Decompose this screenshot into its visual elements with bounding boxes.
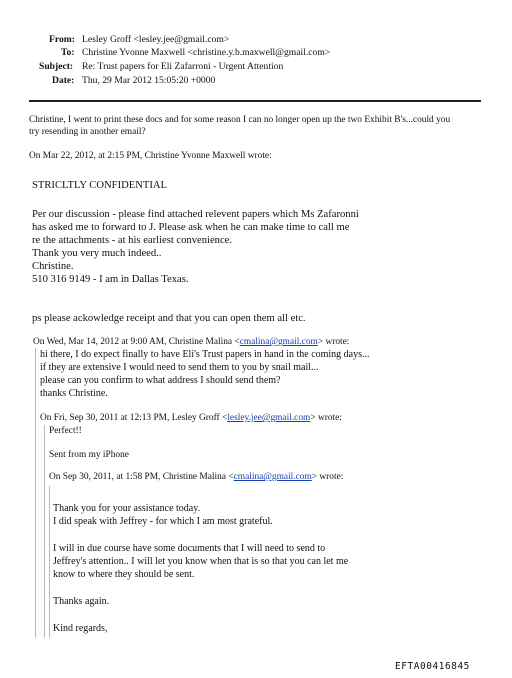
quote3-sent-from: Sent from my iPhone bbox=[49, 450, 129, 460]
email-link-cmalina[interactable]: cmalina@gmail.com bbox=[239, 337, 318, 347]
quote2-line: please can you confirm to what address I should send them? bbox=[40, 375, 281, 386]
quote1-attribution: On Mar 22, 2012, at 2:15 PM, Christine Yvonne Maxwell wrote: bbox=[29, 151, 272, 161]
quote1-line: Thank you very much indeed.. bbox=[32, 248, 162, 259]
quote1-line: Christine. bbox=[32, 261, 74, 272]
quote1-ps: ps please ackowledge receipt and that you can open them all etc. bbox=[32, 313, 306, 324]
quote4-line: I did speak with Jeffrey - for which I am most grateful. bbox=[53, 516, 273, 527]
quote-bar-level-3 bbox=[49, 486, 50, 638]
quote4-attribution: On Sep 30, 2011, at 1:58 PM, Christine Malina <cmalina@gmail.com> wrote: bbox=[49, 472, 344, 482]
quote2-attribution: On Wed, Mar 14, 2012 at 9:00 AM, Christine Malina <cmalina@gmail.com> wrote: bbox=[33, 337, 350, 347]
quote1-line: has asked me to forward to J. Please ask when he can make time to call me bbox=[32, 222, 350, 233]
quote1-line: re the attachments - at his earliest convenience. bbox=[32, 235, 233, 246]
quote1-heading: STRICLTLY CONFIDENTIAL bbox=[32, 180, 167, 191]
email-link-cmalina-2[interactable]: cmalina@gmail.com bbox=[233, 472, 312, 482]
quote4-regards: Kind regards, bbox=[53, 623, 108, 634]
from-value: Lesley Groff <lesley.jee@gmail.com> bbox=[82, 34, 230, 45]
quote-bar-level-2 bbox=[44, 425, 45, 638]
subject-label: Subject: bbox=[39, 61, 74, 72]
quote2-line: if they are extensive I would need to send them to you by snail mail... bbox=[40, 362, 319, 373]
quote4-thanks: Thanks again. bbox=[53, 596, 110, 607]
quote4-line: Thank you for your assistance today. bbox=[53, 503, 201, 514]
quote3-attribution: On Fri, Sep 30, 2011 at 12:13 PM, Lesley Groff <lesley.jee@gmail.com> wrote: bbox=[40, 413, 342, 423]
quote1-line: 510 316 9149 - I am in Dallas Texas. bbox=[32, 274, 189, 285]
header-divider bbox=[29, 100, 481, 102]
quote2-line: thanks Christine. bbox=[40, 388, 108, 399]
quote1-line: Per our discussion - please find attached relevent papers which Ms Zafaronni bbox=[32, 209, 359, 220]
reply-line-1: Christine, I went to print these docs and for some reason I can no longer open up the two Exhibit B's...could you bbox=[29, 115, 451, 125]
reply-line-2: try resending in another email? bbox=[29, 127, 146, 137]
to-value: Christine Yvonne Maxwell <christine.y.b.maxwell@gmail.com> bbox=[82, 47, 331, 58]
document-id: EFTA00416845 bbox=[395, 661, 470, 672]
date-value: Thu, 29 Mar 2012 15:05:20 +0000 bbox=[82, 75, 216, 86]
from-label: From: bbox=[49, 34, 75, 45]
quote4-line: Jeffrey's attention.. I will let you know when that is so that you can let me bbox=[53, 556, 349, 567]
quote-bar-level-1 bbox=[35, 348, 36, 638]
quote4-line: I will in due course have some documents that I will need to send to bbox=[53, 543, 326, 554]
quote4-line: know to where they should be sent. bbox=[53, 569, 195, 580]
quote2-line: hi there, I do expect finally to have Eli's Trust papers in hand in the coming days... bbox=[40, 349, 370, 360]
to-label: To: bbox=[61, 47, 75, 58]
email-link-lesley[interactable]: lesley.jee@gmail.com bbox=[227, 413, 311, 423]
date-label: Date: bbox=[52, 75, 75, 86]
quote3-perfect: Perfect!! bbox=[49, 426, 82, 436]
subject-value: Re: Trust papers for Eli Zafarroni - Urgent Attention bbox=[82, 61, 284, 72]
